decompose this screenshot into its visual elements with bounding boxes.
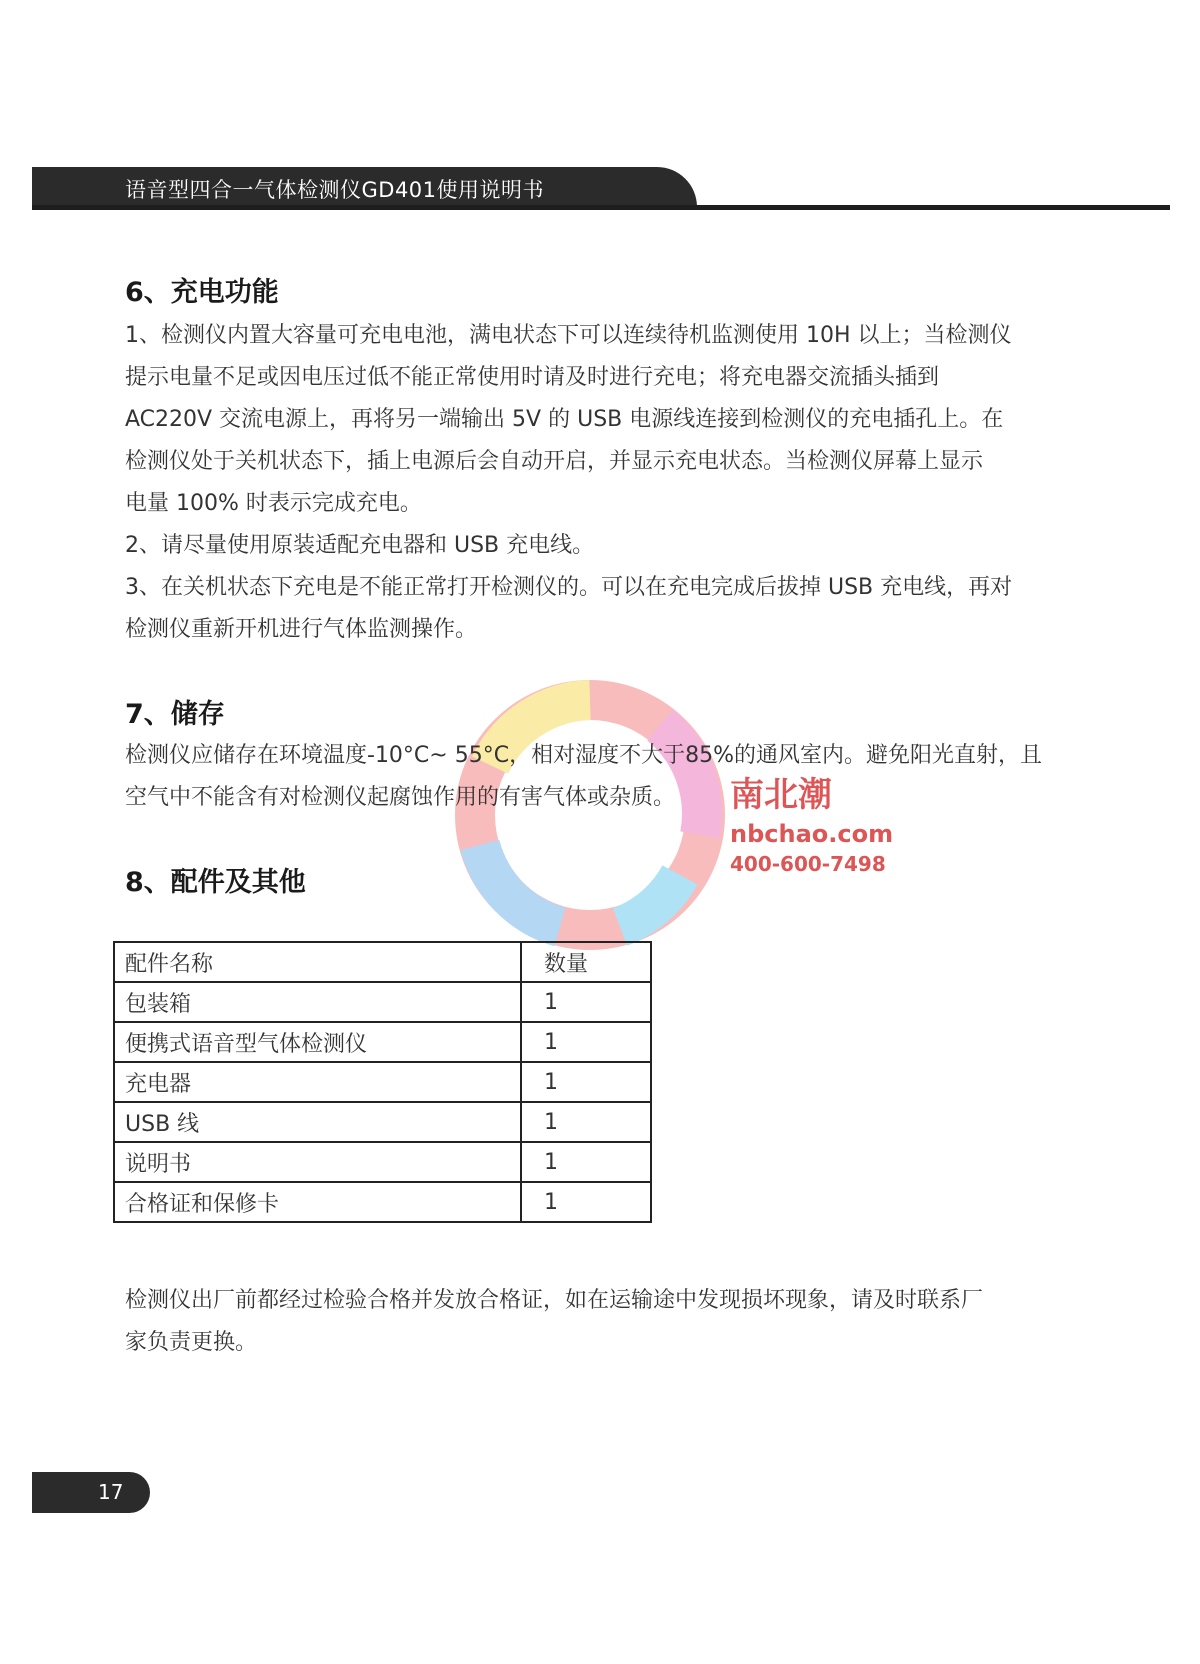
header-title: 语音型四合一气体检测仪GD401使用说明书 <box>125 178 545 202</box>
cell-qty: 1 <box>521 1102 651 1142</box>
section-heading-storage: 7、储存 <box>125 699 225 730</box>
cell-qty: 1 <box>521 1182 651 1222</box>
cell-name: 充电器 <box>114 1062 521 1102</box>
table-header-row <box>114 942 651 982</box>
paragraph-line: 提示电量不足或因电压过低不能正常使用时请及时进行充电；将充电器交流插头插到 <box>125 365 940 390</box>
paragraph-line: 检测仪处于关机状态下，插上电源后会自动开启，并显示充电状态。当检测仪屏幕上显示 <box>125 449 984 474</box>
cell-name: 便携式语音型气体检测仪 <box>114 1022 521 1062</box>
cell-qty: 1 <box>521 982 651 1022</box>
table-row <box>114 1022 651 1062</box>
header-cell-name: 配件名称 <box>114 942 521 982</box>
table-row <box>114 1062 651 1102</box>
cell-name: 合格证和保修卡 <box>114 1182 521 1222</box>
closing-paragraph <box>125 1280 1085 1364</box>
paragraph-line: AC220V 交流电源上，再将另一端输出 5V 的 USB 电源线连接到检测仪的充电插孔上。在 <box>125 407 1004 432</box>
watermark-phone: 400-600-7498 <box>730 852 886 876</box>
cell-name: 包装箱 <box>114 982 521 1022</box>
paragraph-line: 检测仪出厂前都经过检验合格并发放合格证，如在运输途中发现损坏现象，请及时联系厂 <box>125 1288 984 1313</box>
paragraph-line: 3、在关机状态下充电是不能正常打开检测仪的。可以在充电完成后拔掉 USB 充电线，再对 <box>125 575 1013 600</box>
section-heading-accessories: 8、配件及其他 <box>125 867 306 898</box>
cell-name: 说明书 <box>114 1142 521 1182</box>
section-body-charging <box>125 315 1085 651</box>
watermark-name: 南北潮 <box>730 775 832 815</box>
paragraph-line: 1、检测仪内置大容量可充电电池，满电状态下可以连续待机监测使用 10H 以上；当检测仪 <box>125 323 1012 348</box>
page-number-tab <box>32 1472 150 1513</box>
paragraph-line: 检测仪重新开机进行气体监测操作。 <box>125 617 478 642</box>
paragraph-line: 2、请尽量使用原装适配充电器和 USB 充电线。 <box>125 533 595 558</box>
watermark-site: nbchao.com <box>730 820 894 848</box>
paragraph-line: 家负责更换。 <box>125 1330 258 1355</box>
accessories-table <box>113 941 652 1223</box>
table-row <box>114 1102 651 1142</box>
paragraph-line: 电量 100% 时表示完成充电。 <box>125 491 422 516</box>
cell-qty: 1 <box>521 1142 651 1182</box>
section-body-storage <box>125 735 1085 819</box>
paragraph-line: 检测仪应储存在环境温度-10°C~ 55°C，相对湿度不大于85%的通风室内。避免阳光直射，且 <box>125 743 1042 768</box>
header-cell-qty: 数量 <box>521 942 651 982</box>
cell-qty: 1 <box>521 1062 651 1102</box>
header-rule <box>32 205 1170 210</box>
cell-qty: 1 <box>521 1022 651 1062</box>
cell-name: USB 线 <box>114 1102 521 1142</box>
table-row <box>114 1142 651 1182</box>
table-row <box>114 982 651 1022</box>
paragraph-line: 空气中不能含有对检测仪起腐蚀作用的有害气体或杂质。 <box>125 785 676 810</box>
table-row <box>114 1182 651 1222</box>
section-heading-charging: 6、充电功能 <box>125 277 279 308</box>
page-number: 17 <box>98 1480 124 1504</box>
